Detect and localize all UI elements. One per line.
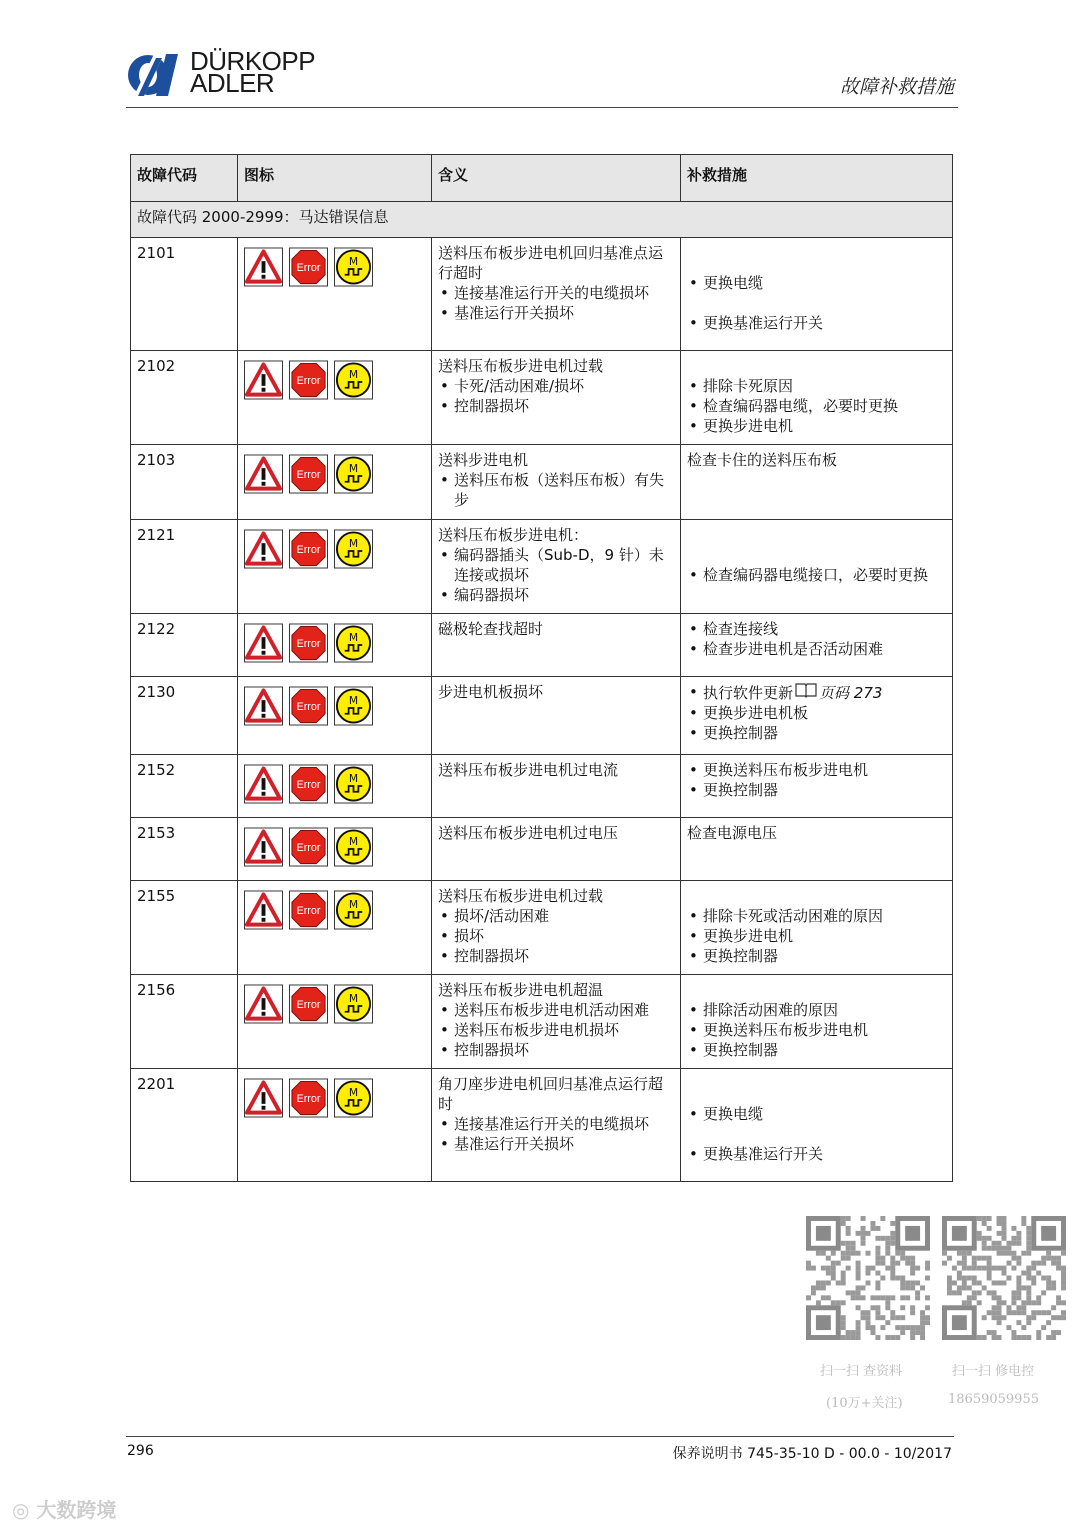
page-reference-link[interactable]: 页码 273 [819, 684, 883, 702]
error-code: 2155 [131, 881, 238, 975]
icon-group [244, 984, 425, 1024]
error-code: 2130 [131, 677, 238, 755]
meaning-cell [432, 520, 681, 614]
icon-group [244, 247, 425, 287]
remedy-list [687, 760, 946, 800]
error-icon-label: Error [296, 904, 321, 917]
error-stop-icon [289, 890, 328, 930]
motor-icon [334, 827, 373, 867]
brand-line2: ADLER [190, 68, 275, 98]
warning-triangle-icon [244, 247, 283, 287]
header-meaning: 含义 [432, 155, 681, 202]
list-item: • 排除卡死或活动困难的原因 [687, 906, 946, 926]
remedy-cell [681, 975, 953, 1069]
remedy-first: 执行软件更新 [703, 684, 794, 702]
header-icon: 图标 [238, 155, 432, 202]
meaning-cell [432, 1069, 681, 1182]
motor-icon [334, 247, 373, 287]
header-remedy: 补救措施 [681, 155, 953, 202]
remedy-text: 检查卡住的送料压布板 [687, 451, 838, 469]
meaning-title: 送料压布板步进电机： [438, 526, 589, 544]
qr-code-left [806, 1216, 930, 1340]
motor-icon [334, 1078, 373, 1118]
list-item: • 控制器损坏 [438, 396, 674, 416]
motor-icon-label: M [348, 835, 359, 849]
icon-cell [238, 238, 432, 351]
motor-icon [334, 529, 373, 569]
table-header-row [131, 155, 953, 202]
table-row [131, 677, 953, 755]
list-item: • 更换送料压布板步进电机 [687, 1020, 946, 1040]
qr-left-caption-2: (10万+关注) [826, 1396, 903, 1411]
motor-icon [334, 764, 373, 804]
motor-icon-label: M [348, 898, 359, 912]
error-icon-label: Error [296, 1092, 321, 1105]
remedy-list [687, 619, 946, 659]
warning-triangle-icon [244, 623, 283, 663]
qr-right-caption-1: 扫一扫 修电控 [952, 1364, 1035, 1379]
meaning-cell [432, 881, 681, 975]
error-icon-label: Error [296, 261, 321, 274]
list-item: • 更换控制器 [687, 946, 946, 966]
brand-logo-icon [126, 52, 182, 98]
list-item: • 编码器损坏 [438, 585, 674, 605]
brand-line1: DÜRKOPP [190, 46, 316, 76]
list-item: • 连接基准运行开关的电缆损坏 [438, 1114, 674, 1134]
meaning-title: 送料步进电机 [438, 451, 529, 469]
list-item: • 检查连接线 [687, 619, 946, 639]
qr-code-right [942, 1216, 1066, 1340]
meaning-title: 送料压布板步进电机过电流 [438, 761, 619, 779]
icon-cell [238, 755, 432, 818]
warning-triangle-icon [244, 984, 283, 1024]
brand-logo [126, 46, 326, 100]
meaning-title: 送料压布板步进电机过电压 [438, 824, 619, 842]
footer-divider [126, 1436, 954, 1437]
icon-group [244, 623, 425, 663]
list-item: • 基准运行开关损坏 [438, 303, 674, 323]
list-item: • 检查步进电机是否活动困难 [687, 639, 946, 659]
watermark-text: 大数跨境 [36, 1498, 117, 1522]
qr-left-caption-1: 扫一扫 查资料 [820, 1364, 903, 1379]
list-item: • 编码器插头（Sub-D，9 针）未连接或损坏 [438, 545, 674, 585]
motor-icon [334, 984, 373, 1024]
meaning-list [438, 1114, 674, 1154]
remedy-text: 检查电源电压 [687, 824, 778, 842]
error-stop-icon [289, 764, 328, 804]
error-code: 2103 [131, 445, 238, 520]
remedy-cell [681, 445, 953, 520]
book-icon [795, 682, 817, 698]
motor-icon-label: M [348, 694, 359, 708]
list-item: • 控制器损坏 [438, 1040, 674, 1060]
icon-group [244, 764, 425, 804]
motor-icon [334, 454, 373, 494]
error-icon-label: Error [296, 700, 321, 713]
icon-cell [238, 520, 432, 614]
warning-triangle-icon [244, 764, 283, 804]
icon-cell [238, 818, 432, 881]
table-row [131, 520, 953, 614]
error-stop-icon [289, 360, 328, 400]
error-stop-icon [289, 827, 328, 867]
icon-group [244, 454, 425, 494]
remedy-list [687, 565, 946, 585]
error-code-table [130, 154, 953, 1182]
list-item: • 连接基准运行开关的电缆损坏 [438, 283, 674, 303]
table-row [131, 755, 953, 818]
error-icon-label: Error [296, 374, 321, 387]
table-row [131, 351, 953, 445]
list-item: • 控制器损坏 [438, 946, 674, 966]
icon-cell [238, 975, 432, 1069]
brand-name [190, 46, 316, 98]
list-item: • 更换送料压布板步进电机 [687, 760, 946, 780]
meaning-list [438, 1000, 674, 1060]
table-row [131, 238, 953, 351]
motor-icon-label: M [348, 255, 359, 269]
list-item: • 更换步进电机 [687, 926, 946, 946]
motor-icon-label: M [348, 631, 359, 645]
header-title: 故障补救措施 [839, 76, 954, 98]
icon-group [244, 529, 425, 569]
motor-icon-label: M [348, 537, 359, 551]
error-stop-icon [289, 454, 328, 494]
warning-triangle-icon [244, 1078, 283, 1118]
table-row [131, 614, 953, 677]
list-item: • 基准运行开关损坏 [438, 1134, 674, 1154]
error-stop-icon [289, 247, 328, 287]
meaning-list [438, 545, 674, 605]
meaning-list [438, 283, 674, 323]
icon-cell [238, 351, 432, 445]
table-row [131, 881, 953, 975]
icon-cell [238, 677, 432, 755]
meaning-cell [432, 818, 681, 881]
error-code: 2152 [131, 755, 238, 818]
remedy-cell [681, 881, 953, 975]
table-row [131, 445, 953, 520]
remedy-list [687, 906, 946, 966]
meaning-cell [432, 351, 681, 445]
section-row [131, 202, 953, 238]
error-icon-label: Error [296, 468, 321, 481]
icon-cell [238, 881, 432, 975]
meaning-title: 磁极轮查找超时 [438, 620, 544, 638]
error-stop-icon [289, 529, 328, 569]
watermark-logo-icon: ◎ [12, 1498, 37, 1522]
motor-icon [334, 623, 373, 663]
list-item: • 送料压布板步进电机损坏 [438, 1020, 674, 1040]
motor-icon [334, 360, 373, 400]
icon-cell [238, 1069, 432, 1182]
meaning-list [438, 376, 674, 416]
remedy-list [687, 376, 946, 436]
remedy-cell [681, 677, 953, 755]
meaning-cell [432, 445, 681, 520]
table-row [131, 818, 953, 881]
list-item: • 送料压布板步进电机活动困难 [438, 1000, 674, 1020]
document-reference: 保养说明书 745-35-10 D - 00.0 - 10/2017 [672, 1446, 952, 1462]
error-stop-icon [289, 623, 328, 663]
error-icon-label: Error [296, 543, 321, 556]
list-item: • 更换步进电机板 [687, 703, 946, 723]
remedy-list [687, 1000, 946, 1060]
meaning-title: 步进电机板损坏 [438, 683, 544, 701]
error-stop-icon [289, 1078, 328, 1118]
list-item: • 送料压布板（送料压布板）有失步 [438, 470, 674, 510]
error-code: 2156 [131, 975, 238, 1069]
error-code: 2153 [131, 818, 238, 881]
icon-group [244, 890, 425, 930]
list-item: • 损坏/活动困难 [438, 906, 674, 926]
meaning-title: 送料压布板步进电机过载 [438, 357, 604, 375]
list-item: • 损坏 [438, 926, 674, 946]
remedy-list [687, 1104, 946, 1164]
list-item: • 更换控制器 [687, 1040, 946, 1060]
list-item: • 更换电缆 [687, 1104, 946, 1124]
remedy-cell [681, 520, 953, 614]
list-item: • 更换电缆 [687, 273, 946, 293]
meaning-list [438, 906, 674, 966]
remedy-cell [681, 351, 953, 445]
icon-group [244, 1078, 425, 1118]
list-item: • 排除活动困难的原因 [687, 1000, 946, 1020]
icon-group [244, 360, 425, 400]
warning-triangle-icon [244, 360, 283, 400]
list-item: • 检查编码器电缆，必要时更换 [687, 396, 946, 416]
list-item: • 更换步进电机 [687, 416, 946, 436]
remedy-list [687, 682, 946, 743]
warning-triangle-icon [244, 454, 283, 494]
list-item: • 检查编码器电缆接口，必要时更换 [687, 565, 946, 585]
error-code: 2122 [131, 614, 238, 677]
meaning-cell [432, 677, 681, 755]
error-stop-icon [289, 686, 328, 726]
error-icon-label: Error [296, 778, 321, 791]
icon-cell [238, 614, 432, 677]
icon-cell [238, 445, 432, 520]
list-item: • 更换控制器 [687, 780, 946, 800]
remedy-cell [681, 1069, 953, 1182]
meaning-cell [432, 755, 681, 818]
watermark [12, 1494, 116, 1523]
error-code: 2201 [131, 1069, 238, 1182]
header-code: 故障代码 [131, 155, 238, 202]
list-item: • 更换基准运行开关 [687, 1144, 946, 1164]
meaning-title: 送料压布板步进电机超温 [438, 981, 604, 999]
motor-icon-label: M [348, 1086, 359, 1100]
error-code: 2101 [131, 238, 238, 351]
warning-triangle-icon [244, 827, 283, 867]
error-icon-label: Error [296, 637, 321, 650]
icon-group [244, 686, 425, 726]
list-item [687, 682, 946, 703]
icon-group [244, 827, 425, 867]
remedy-cell [681, 818, 953, 881]
meaning-title: 送料压布板步进电机过载 [438, 887, 604, 905]
remedy-cell [681, 238, 953, 351]
error-code: 2102 [131, 351, 238, 445]
remedy-list [687, 273, 946, 333]
list-item: • 更换控制器 [687, 723, 946, 743]
table-row [131, 975, 953, 1069]
warning-triangle-icon [244, 686, 283, 726]
warning-triangle-icon [244, 529, 283, 569]
remedy-cell [681, 755, 953, 818]
error-stop-icon [289, 984, 328, 1024]
warning-triangle-icon [244, 890, 283, 930]
meaning-title: 角刀座步进电机回归基准点运行超时 [438, 1075, 664, 1113]
error-icon-label: Error [296, 998, 321, 1011]
motor-icon-label: M [348, 772, 359, 786]
error-icon-label: Error [296, 841, 321, 854]
meaning-cell [432, 614, 681, 677]
remedy-cell [681, 614, 953, 677]
meaning-title: 送料压布板步进电机回归基准点运行超时 [438, 244, 664, 282]
error-code: 2121 [131, 520, 238, 614]
motor-icon [334, 890, 373, 930]
page-number: 296 [127, 1443, 154, 1459]
meaning-cell [432, 238, 681, 351]
motor-icon-label: M [348, 992, 359, 1006]
motor-icon [334, 686, 373, 726]
motor-icon-label: M [348, 368, 359, 382]
list-item: • 卡死/活动困难/损坏 [438, 376, 674, 396]
section-label: 故障代码 2000-2999：马达错误信息 [131, 202, 953, 238]
qr-right-caption-2: 18659059955 [948, 1392, 1039, 1407]
meaning-cell [432, 975, 681, 1069]
table-row [131, 1069, 953, 1182]
motor-icon-label: M [348, 462, 359, 476]
meaning-list [438, 470, 674, 510]
list-item: • 排除卡死原因 [687, 376, 946, 396]
header-divider [126, 107, 958, 108]
list-item: • 更换基准运行开关 [687, 313, 946, 333]
